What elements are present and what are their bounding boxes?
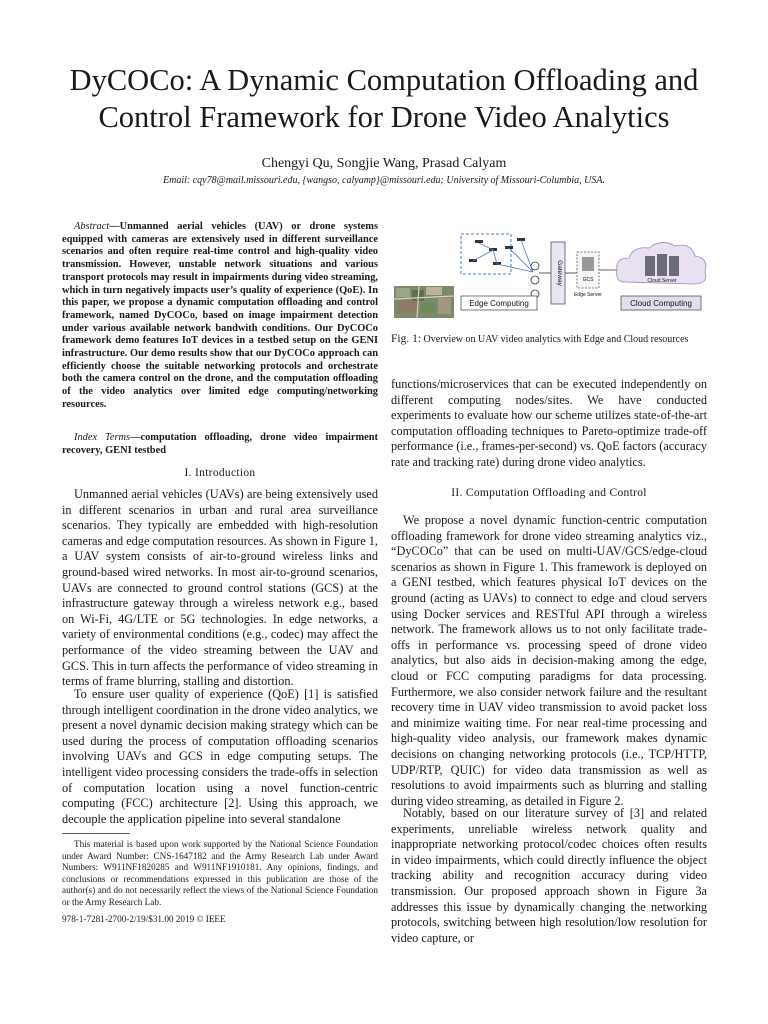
section-2-paragraph-2: Notably, based on our literature survey of [3] and related experiments, unreliable wireless network quality and inappropriate networking protocol/codec choices often results in video impairments, which could directly influence the object tracking ability and recognition accuracy during video transmission. Our proposed approach shown in Figure 3a addresses this issue by dynamically changing the networking protocols, switching between high resolution/low resolution for video capture, or: [391, 806, 707, 945]
cell-tower-icon: [531, 262, 539, 298]
index-terms-body: —computation offloading, drone video impairment recovery, GENI testbed: [62, 432, 379, 456]
figure-1-diagram: [393, 224, 715, 320]
copyright-line: 978-1-7281-2700-2/19/$31.00 2019 © IEEE: [62, 914, 226, 924]
paper-title: [20, 62, 748, 136]
section-1-paragraph-1: Unmanned aerial vehicles (UAVs) are being extensively used in different scenarios in urban and rural area surveillance scenarios. They typically are embedded with high-resolution cameras and edge computation resources. As shown in Figure 1, a UAV system consists of air-to-ground wireless links and ground-based wired networks. In most air-to-ground scenarios, UAVs are connected to ground control stations (GCS) at the infrastructure gateway through a wireless network e.g., based on Wi-Fi, 4G/LTE or 5G technologies. In edge networks, a variety of environmental conditions (e.g., codec) may affect the performance of the video streaming between the UAV and GCS. This in turn affects the performance of video streaming in terms of frame blurring, stalling and distortion.: [62, 487, 378, 689]
section-2-paragraph-1: We propose a novel dynamic function-centric computation offloading framework for drone video streaming analytics viz., “DyCOCo” that can be used on multi-UAV/GCS/edge-cloud scenarios as shown in Figure 1. This framework is deployed on a GENI testbed, which features physical IoT devices on the ground (acting as UAVs) to connect to edge and cloud servers using Docker services and RESTful API through a wireless network. The framework allows us to not only facilitate trade-offs in performance vs. processing speed of drone video analytics, but also aids in decision-making among the edge, cloud or FCC computing paradigms for data processing. Furthermore, we also consider network failure and the resultant recovery time in UAV video transmission to avoid packet loss and minimize waiting time. For near real-time processing and high-quality video analysis, our framework makes dynamic decisions on changing networking protocols (i.e., TCP/HTTP, UDP/RTP, QUIC) for video data transmission as well as resolutions to avoid impairments such as blurring and stalling during video streaming, as detailed in Figure 2.: [391, 513, 707, 808]
drone-icon: [469, 238, 525, 265]
index-terms-label: Index Terms: [74, 432, 131, 443]
cloud-computing-label: Cloud Computing: [630, 299, 692, 308]
map-image: [394, 286, 454, 318]
abstract: [62, 221, 378, 412]
edge-computing-label: Edge Computing: [469, 299, 529, 308]
section-2-heading: II. Computation Offloading and Control: [451, 487, 647, 499]
footnote-rule: [62, 833, 130, 834]
server-icon: [582, 257, 594, 271]
caption-label: Fig. 1:: [391, 333, 422, 345]
authors: Chengyi Qu, Songjie Wang, Prasad Calyam: [261, 156, 507, 171]
section-1-paragraph-2: To ensure user quality of experience (QoE) [1] is satisfied through intelligent coordination in the drone video analytics, we present a novel dynamic decision making strategy which can be used during the process of computation offloading scenarios involving UAVs and GCS in edge computing setups. The intelligent video processing considers the trade-offs in selection of computation location using a novel function-centric computing (FCC) architecture [2]. Using this approach, we decouple the application pipeline into several standalone: [62, 687, 378, 826]
caption-text: Overview on UAV video analytics with Edge and Cloud resources: [423, 334, 689, 345]
author-emails: Email: cqy78@mail.missouri.edu, {wangso, calyamp}@missouri.edu; University of Missouri-Columbia, USA.: [163, 175, 605, 186]
title-line-2: Control Framework for Drone Video Analytics: [98, 100, 670, 134]
figure-1-caption: [391, 332, 707, 347]
footnote: This material is based upon work supported by the National Science Foundation under Award Number: CNS-1647182 and the Army Research Lab under Award Numbers: W911NF1820285 and W911NF1910181. Any opinions, findings, and conclusions or recommendations expressed in this publication are those of the author(s) and do not necessarily reflect the views of the National Science Foundation or the Army Research Lab.: [62, 839, 378, 907]
edge-server-label: Edge Server: [574, 292, 602, 298]
section-1-heading: I. Introduction: [184, 467, 256, 479]
cloud-server-label: Cloud Server: [647, 278, 677, 284]
cloud-server-icon: [645, 254, 679, 276]
right-paragraph-continued: functions/microservices that can be executed independently on different computing nodes/sites. We have conducted experiments to evaluate how our scheme utilizes state-of-the-art computation offloading techniques to Pareto-optimize trade-off performance (i.e., frames-per-second) vs. QoE factors (accuracy rate and tracking rate) during drone video analytics.: [391, 377, 707, 469]
index-terms: [62, 432, 378, 457]
gcs-label: GCS: [582, 277, 594, 283]
wireless-links: [473, 240, 533, 272]
gateway-label: Gateway: [556, 260, 563, 286]
abstract-label: Abstract: [74, 221, 110, 232]
title-line-1: DyCOCo: A Dynamic Computation Offloading and: [69, 63, 699, 97]
abstract-body: —Unmanned aerial vehicles (UAV) or drone systems equipped with cameras are extensively used in different surveillance scenarios and often require real-time control and high-quality video transmission. However, unstable network situations and various transport protocols may result in impairments during video streaming, which in turn negatively impacts user’s quality of experience (QoE). In this paper, we propose a dynamic computation offloading and control framework, named DyCOCo, based on image impairment detection under various available network bandwith conditions. Our DyCOCo framework demo features IoT devices in a testbed setup on the GENI infrastructure. Our demo results show that our DyCOCo approach can efficiently choose the suitable networking protocols and orchestrate both the camera control on the drone, and the computation offloading of the video analytics over limited edge computing/networking resources.: [62, 221, 378, 410]
